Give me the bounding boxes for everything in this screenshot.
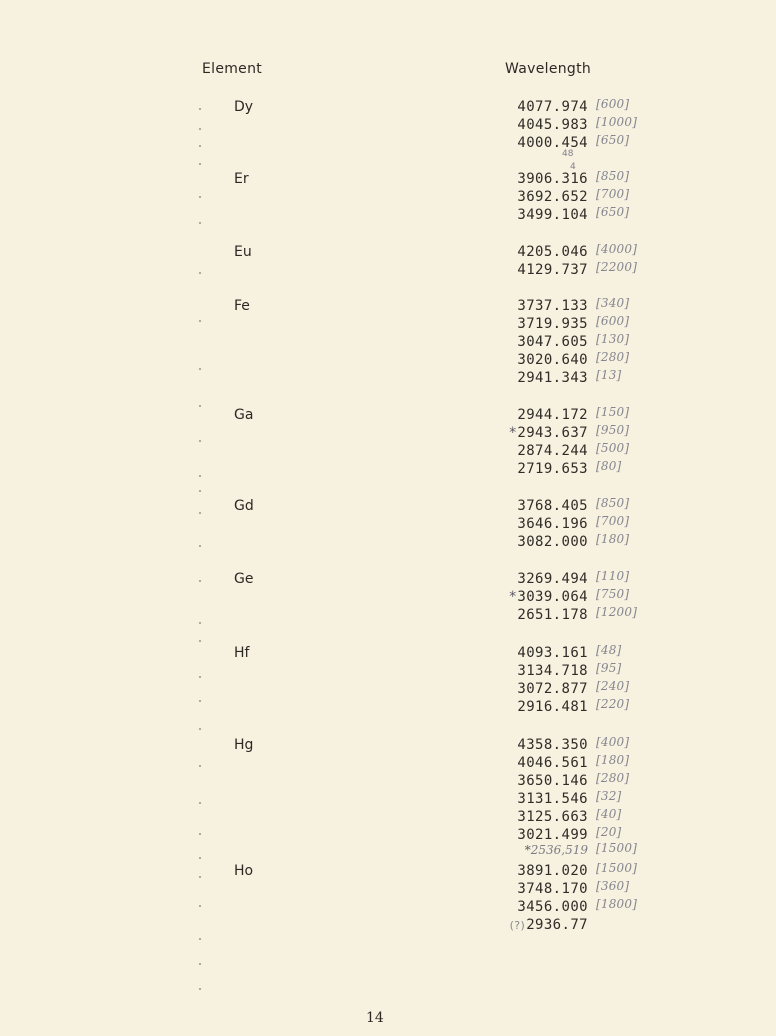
wavelength-row [480, 881, 680, 899]
wavelength-row [480, 534, 680, 552]
intensity-annotation: [600] [596, 97, 630, 111]
intensity-annotation: [850] [596, 169, 630, 183]
margin-speck [199, 833, 201, 835]
margin-speck [199, 490, 201, 492]
wavelength-value: 3125.663 [517, 809, 588, 825]
wavelength-row [480, 461, 680, 479]
intensity-annotation: [850] [596, 496, 630, 510]
margin-speck [199, 440, 201, 442]
margin-speck [199, 405, 201, 407]
intensity-annotation: [150] [596, 405, 630, 419]
wavelength-value: 3131.546 [517, 791, 588, 807]
intensity-annotation: [400] [596, 735, 630, 749]
intensity-annotation: [130] [596, 332, 630, 346]
wavelength-value: 2941.343 [517, 370, 588, 386]
margin-speck [199, 368, 201, 370]
line-marker: * [524, 843, 531, 857]
wavelength-row [480, 516, 680, 534]
intensity-annotation: [40] [596, 807, 622, 821]
element-symbol: Ga [234, 407, 254, 423]
wavelength-value: 3072.877 [517, 681, 588, 697]
wavelength-row [480, 607, 680, 625]
margin-speck [199, 765, 201, 767]
wavelength-row [480, 316, 680, 334]
wavelength-value: 3692.652 [517, 189, 588, 205]
wavelength-value: 3737.133 [517, 298, 588, 314]
wavelength-row [480, 298, 680, 316]
wavelength-value: 3891.020 [517, 863, 588, 879]
wavelength-value: 4077.974 [517, 99, 588, 115]
intensity-annotation: [20] [596, 825, 622, 839]
intensity-annotation: [360] [596, 879, 630, 893]
wavelength-row [480, 334, 680, 352]
wavelength-value: 4205.046 [517, 244, 588, 260]
margin-speck [199, 222, 201, 224]
column-header-wavelength: Wavelength [505, 61, 592, 77]
wavelength-row [480, 117, 680, 135]
element-symbol: Er [234, 171, 249, 187]
wavelength-row [480, 699, 680, 717]
margin-speck [199, 622, 201, 624]
wavelength-value: 3748.170 [517, 881, 588, 897]
margin-speck [199, 196, 201, 198]
wavelength-value: 4045.983 [517, 117, 588, 133]
intensity-annotation: [280] [596, 350, 630, 364]
wavelength-row [480, 352, 680, 370]
wavelength-row [480, 645, 680, 663]
page-number: 14 [366, 1010, 384, 1026]
margin-speck [199, 938, 201, 940]
element-symbol: Ho [234, 863, 254, 879]
wavelength-row [480, 207, 680, 225]
intensity-annotation: [750] [596, 587, 630, 601]
wavelength-value: 3269.494 [517, 571, 588, 587]
wavelength-value: *2943.637 [508, 425, 588, 441]
wavelength-row [480, 189, 680, 207]
handwritten-correction: 48 [562, 149, 574, 159]
intensity-annotation: [240] [596, 679, 630, 693]
wavelength-value: 3768.405 [517, 498, 588, 514]
wavelength-value: 4093.161 [517, 645, 588, 661]
intensity-annotation: [650] [596, 205, 630, 219]
intensity-annotation: [600] [596, 314, 630, 328]
wavelength-value: 3134.718 [517, 663, 588, 679]
margin-speck [199, 512, 201, 514]
wavelength-row [480, 917, 680, 935]
intensity-annotation: [650] [596, 133, 630, 147]
wavelength-row [480, 498, 680, 516]
intensity-annotation: [180] [596, 532, 630, 546]
wavelength-row [480, 843, 680, 861]
element-symbol: Hg [234, 737, 254, 753]
handwritten-correction: 4 [570, 162, 576, 172]
line-marker: (?) [509, 919, 526, 932]
margin-speck [199, 700, 201, 702]
wavelength-row [480, 755, 680, 773]
margin-speck [199, 272, 201, 274]
intensity-annotation: [180] [596, 753, 630, 767]
margin-speck [199, 163, 201, 165]
margin-speck [199, 475, 201, 477]
element-symbol: Ge [234, 571, 254, 587]
element-symbol: Dy [234, 99, 254, 115]
wavelength-value: 2944.172 [517, 407, 588, 423]
intensity-annotation: [500] [596, 441, 630, 455]
intensity-annotation: [32] [596, 789, 622, 803]
wavelength-value: 3719.935 [517, 316, 588, 332]
intensity-annotation: [2200] [596, 260, 638, 274]
intensity-annotation: [1000] [596, 115, 638, 129]
wavelength-value: *2536,519 [524, 843, 588, 857]
margin-speck [199, 905, 201, 907]
wavelength-row [480, 773, 680, 791]
intensity-annotation: [340] [596, 296, 630, 310]
wavelength-value: 4000.454 [517, 135, 588, 151]
margin-speck [199, 128, 201, 130]
wavelength-row [480, 262, 680, 280]
wavelength-row [480, 162, 680, 189]
wavelength-row [480, 681, 680, 699]
element-symbol: Hf [234, 645, 250, 661]
margin-speck [199, 963, 201, 965]
element-symbol: Fe [234, 298, 250, 314]
wavelength-row [480, 863, 680, 881]
margin-speck [199, 580, 201, 582]
intensity-annotation: [700] [596, 514, 630, 528]
intensity-annotation: [1200] [596, 605, 638, 619]
wavelength-value: 3499.104 [517, 207, 588, 223]
wavelength-value: 4358.350 [517, 737, 588, 753]
margin-speck [199, 802, 201, 804]
margin-speck [199, 545, 201, 547]
wavelength-value: 2719.653 [517, 461, 588, 477]
intensity-annotation: [95] [596, 661, 622, 675]
wavelength-row [480, 99, 680, 117]
wavelength-row [480, 425, 680, 443]
intensity-annotation: [13] [596, 368, 622, 382]
intensity-annotation: [1500] [596, 841, 638, 855]
wavelength-row [480, 133, 680, 159]
wavelength-value: 3646.196 [517, 516, 588, 532]
wavelength-row [480, 589, 680, 607]
wavelength-value: 2916.481 [517, 699, 588, 715]
margin-speck [199, 145, 201, 147]
wavelength-value: 2651.178 [517, 607, 588, 623]
wavelength-row [480, 370, 680, 388]
element-symbol: Gd [234, 498, 254, 514]
wavelength-value: 3650.146 [517, 773, 588, 789]
margin-speck [199, 320, 201, 322]
wavelength-row [480, 899, 680, 917]
intensity-annotation: [1500] [596, 861, 638, 875]
wavelength-row [480, 809, 680, 827]
intensity-annotation: [1800] [596, 897, 638, 911]
intensity-annotation: [110] [596, 569, 630, 583]
wavelength-value: *3039.064 [508, 589, 588, 605]
wavelength-row [480, 407, 680, 425]
wavelength-row [480, 244, 680, 262]
margin-speck [199, 857, 201, 859]
line-marker: * [508, 589, 518, 605]
wavelength-value: 3906.316 [517, 171, 588, 187]
intensity-annotation: [80] [596, 459, 622, 473]
intensity-annotation: [950] [596, 423, 630, 437]
wavelength-value: 3456.000 [517, 899, 588, 915]
margin-speck [199, 876, 201, 878]
intensity-annotation: [220] [596, 697, 630, 711]
wavelength-value: 3047.605 [517, 334, 588, 350]
intensity-annotation: [700] [596, 187, 630, 201]
wavelength-value: 3020.640 [517, 352, 588, 368]
intensity-annotation: [48] [596, 643, 622, 657]
wavelength-row [480, 443, 680, 461]
element-symbol: Eu [234, 244, 252, 260]
wavelength-row [480, 663, 680, 681]
intensity-annotation: [4000] [596, 242, 638, 256]
column-header-element: Element [202, 61, 263, 77]
wavelength-value: 3021.499 [517, 827, 588, 843]
margin-speck [199, 728, 201, 730]
margin-speck [199, 108, 201, 110]
margin-speck [199, 988, 201, 990]
wavelength-value: (?)2936.77 [509, 917, 588, 933]
wavelength-row [480, 791, 680, 809]
wavelength-value: 3082.000 [517, 534, 588, 550]
margin-speck [199, 640, 201, 642]
margin-speck [199, 676, 201, 678]
wavelength-row [480, 571, 680, 589]
wavelength-value: 4129.737 [517, 262, 588, 278]
wavelength-row [480, 737, 680, 755]
line-marker: * [508, 425, 518, 441]
intensity-annotation: [280] [596, 771, 630, 785]
wavelength-value: 2874.244 [517, 443, 588, 459]
wavelength-value: 4046.561 [517, 755, 588, 771]
